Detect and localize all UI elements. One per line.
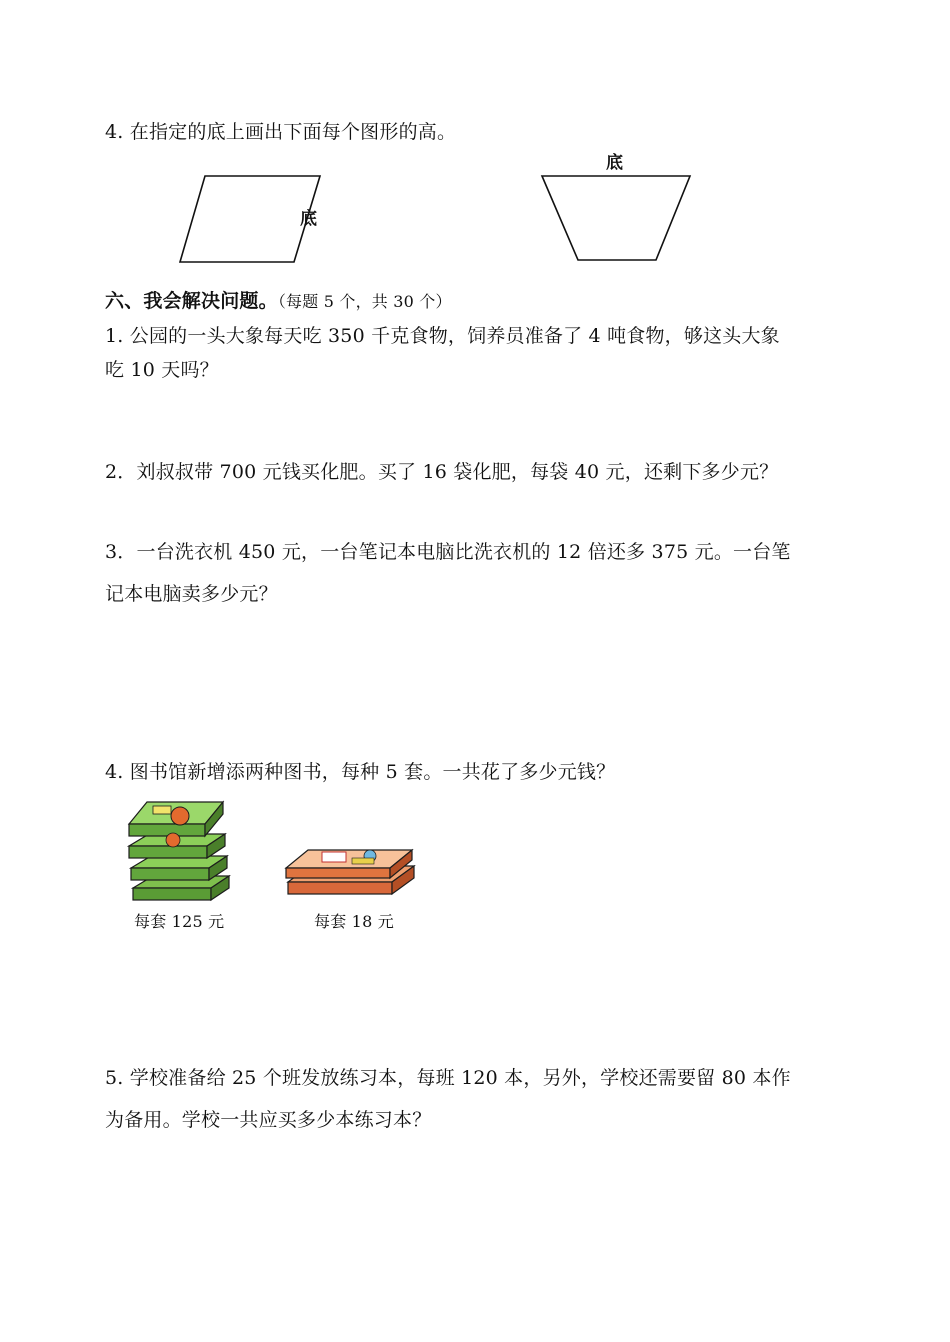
trapezoid-figure (536, 170, 696, 270)
orange-book-stack-image (282, 836, 422, 906)
problem5-line1: 5. 学校准备给 25 个班发放练习本，每班 120 本，另外，学校还需要留 80 本作 (105, 1067, 791, 1089)
problem4: 4. 图书馆新增添两种图书，每种 5 套。一共花了多少元钱？ (105, 761, 616, 783)
problem1-line2: 吃 10 天吗？ (105, 359, 219, 381)
book1-price: 每套 125 元 (134, 912, 225, 931)
problem1-line1: 1. 公园的一头大象每天吃 350 千克食物，饲养员准备了 4 吨食物，够这头大象 (105, 325, 780, 347)
section6-header (105, 287, 452, 316)
trapezoid-base-label: 底 (606, 153, 623, 173)
parallelogram-base-label: 底 (300, 209, 317, 229)
problem3-line2: 记本电脑卖多少元？ (105, 583, 278, 605)
green-book-stack-image (125, 796, 235, 906)
problem5-line2: 为备用。学校一共应买多少本练习本？ (105, 1109, 432, 1131)
section6-heading: 六、我会解决问题。 (105, 290, 278, 312)
problem2: 2．刘叔叔带 700 元钱买化肥。买了 16 袋化肥，每袋 40 元，还剩下多少元？ (105, 461, 779, 483)
problem3-line1: 3．一台洗衣机 450 元，一台笔记本电脑比洗衣机的 12 倍还多 375 元。一台笔 (105, 541, 791, 563)
section6-note: （每题 5 个，共 30 个） (277, 292, 452, 311)
q4-instruction: 4. 在指定的底上画出下面每个图形的高。 (105, 121, 457, 143)
book2-price: 每套 18 元 (314, 912, 394, 931)
